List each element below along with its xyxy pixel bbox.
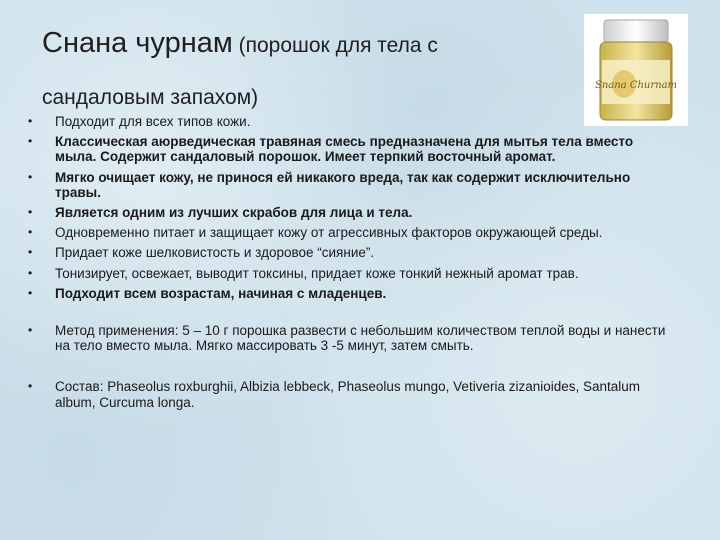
list-item	[24, 245, 674, 260]
list-item-text: Подходит для всех типов кожи.	[55, 114, 251, 129]
bullet-icon: •	[28, 134, 33, 149]
list-item-text: Подходит всем возрастам, начиная с младенцев.	[55, 285, 387, 301]
list-item	[24, 379, 674, 409]
list-item-text: Придает коже шелковистость и здоровое “сияние”.	[55, 245, 375, 261]
title-sub-part2: сандаловым запахом)	[42, 86, 259, 109]
list-item	[24, 286, 674, 301]
list-item-text: Классическая аюрведическая травяная смесь предназначена для мытья тела вместо мыла. Содержит сандаловый порошок. Имеет терпкий восточный аромат.	[55, 134, 634, 165]
list-item	[24, 114, 674, 129]
list-item	[24, 170, 674, 200]
product-image	[584, 14, 688, 126]
bullet-icon: •	[28, 114, 33, 128]
bullet-icon: •	[28, 245, 33, 260]
title-sub-part1: (порошок для тела с	[232, 34, 438, 57]
list-item-text: Состав: Phaseolus roxburghii, Albizia lebbeck, Phaseolus mungo, Vetiveria zizanioides, Santalum album, Curcuma longa.	[55, 379, 641, 410]
list-item	[24, 205, 674, 220]
bullet-icon: •	[28, 265, 33, 280]
list-item	[24, 266, 674, 281]
list-item-text: Тонизирует, освежает, выводит токсины, придает коже тонкий нежный аромат трав.	[55, 265, 579, 281]
bullet-icon: •	[28, 285, 33, 300]
bullet-icon: •	[28, 323, 33, 338]
bullet-icon: •	[28, 205, 33, 220]
product-jar-icon	[584, 14, 688, 126]
list-item-text: Является одним из лучших скрабов для лица и тела.	[55, 205, 413, 221]
bullet-icon: •	[28, 225, 33, 240]
list-item	[24, 225, 674, 240]
list-item	[24, 134, 674, 164]
bullet-icon: •	[28, 379, 33, 394]
slide-title	[42, 18, 562, 125]
product-jar-label: Snana Churnam	[594, 80, 678, 91]
title-main: Снана чурнам	[42, 27, 233, 59]
list-item	[24, 323, 674, 353]
bullet-icon: •	[28, 169, 33, 184]
list-item-text: Одновременно питает и защищает кожу от агрессивных факторов окружающей среды.	[55, 225, 603, 241]
list-item-text: Мягко очищает кожу, не принося ей никакого вреда, так как содержит исключительно травы.	[55, 169, 631, 200]
feature-list	[24, 114, 674, 415]
list-item-text: Метод применения: 5 – 10 г порошка развести с небольшим количеством теплой воды и нанести на тело вместо мыла. Мягко массировать 3 -5 минут, затем смыть.	[55, 323, 666, 354]
